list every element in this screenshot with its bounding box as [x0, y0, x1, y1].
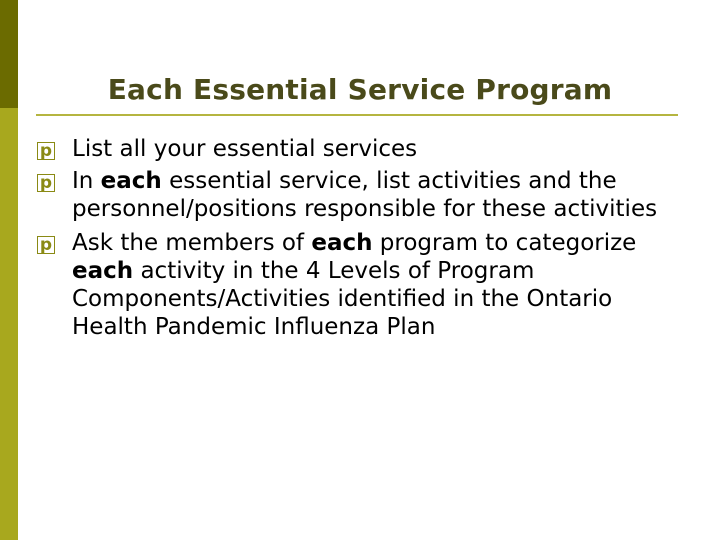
bullet-item-list-services [36, 135, 676, 163]
bullet-list [36, 135, 676, 347]
bullet-square-icon: p [36, 141, 56, 161]
bullet-item-categorize [36, 229, 676, 341]
bullet-square-icon: p [36, 173, 56, 193]
sidebar-accent-light [0, 108, 18, 540]
emphasis-each: each [100, 168, 162, 194]
title-divider [36, 114, 678, 116]
bullet-item-list-activities [36, 167, 676, 223]
bullet-square-icon: p [36, 235, 56, 255]
bullet-text: Ask the members of each program to categorize each activity in the 4 Levels of Program Components/Activities identified in the Ontario Health Pandemic Influenza Plan [72, 230, 637, 340]
bullet-text: In each essential service, list activities and the personnel/positions responsible for these activities [72, 168, 658, 222]
bullet-text: List all your essential services [72, 136, 418, 162]
slide-title: Each Essential Service Program [107, 73, 613, 106]
emphasis-each: each [72, 258, 134, 284]
emphasis-each: each [311, 230, 373, 256]
